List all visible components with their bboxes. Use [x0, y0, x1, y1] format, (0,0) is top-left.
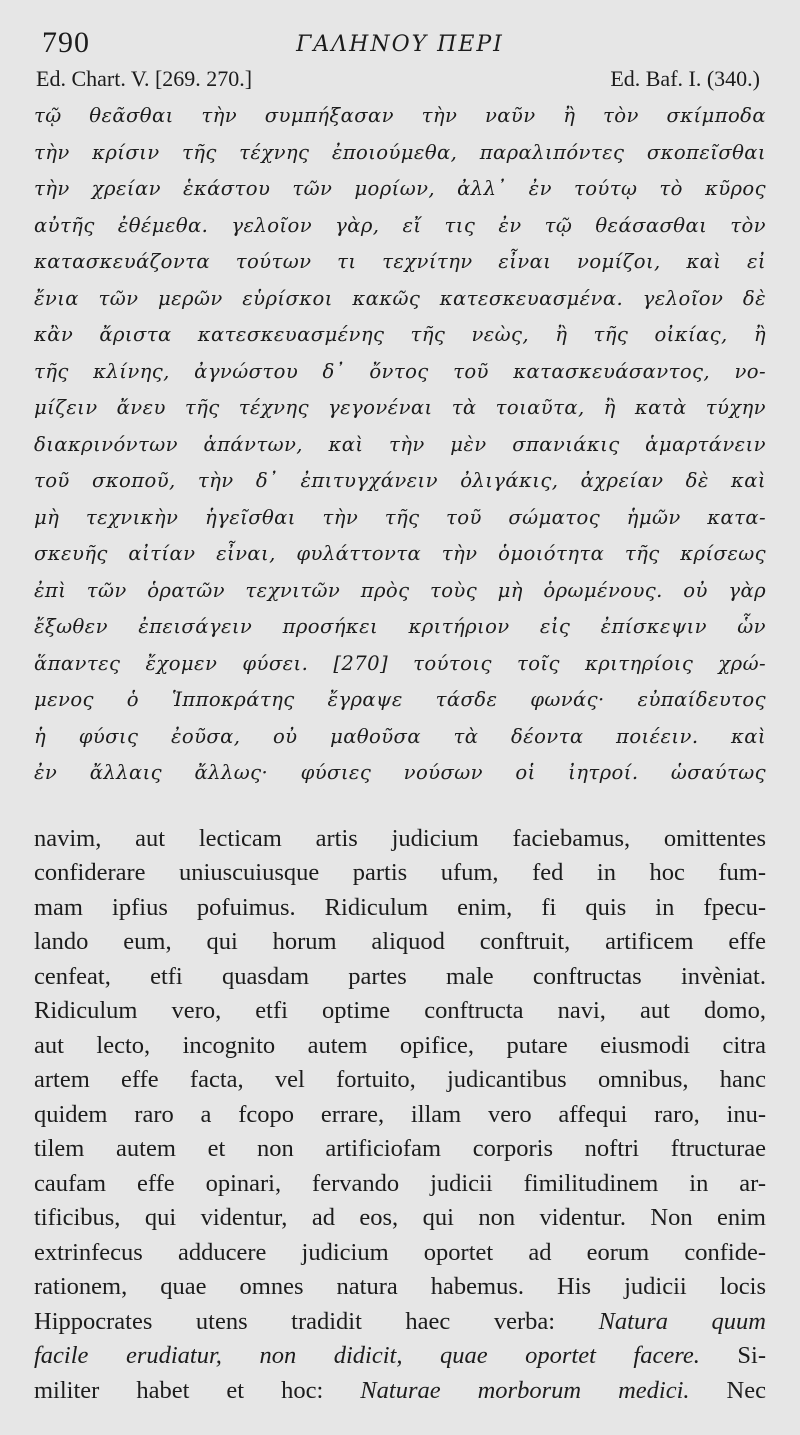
- edition-references: [34, 66, 766, 96]
- latin-text-segment: tificibus, qui videntur, ad eos, qui non videntur. Non enim: [34, 1204, 766, 1231]
- latin-text-line: [34, 1305, 766, 1340]
- latin-text-line: [34, 891, 766, 926]
- latin-italic-quote: facile erudiatur, non didicit, quae oportet facere.: [34, 1342, 700, 1369]
- greek-text-line: ἅπαντες ἔχομεν φύσει. [270] τούτοις τοῖς κριτηρίοις χρώ-: [34, 651, 766, 675]
- latin-text-line: [34, 822, 766, 857]
- page-header: [34, 22, 766, 62]
- greek-text-line: τοῦ σκοποῦ, τὴν δ᾽ ἐπιτυγχάνειν ὀλιγάκις, ἀχρείαν δὲ καὶ: [34, 469, 766, 492]
- latin-text-line: [34, 1029, 766, 1064]
- greek-text-line: κατασκευάζοντα τούτων τι τεχνίτην εἶναι νομίζοι, καὶ εἰ: [34, 250, 766, 273]
- latin-text-segment: aut lecto, incognito autem opifice, putare eiusmodi citra: [34, 1031, 766, 1059]
- page-number: 790: [42, 26, 90, 59]
- greek-text-line: τῆς κλίνης, ἀγνώστου δ᾽ ὄντος τοῦ κατασκευάσαντος, νο-: [34, 359, 766, 383]
- greek-text-line: μίζειν ἄνευ τῆς τέχνης γεγονέναι τὰ τοιαῦτα, ἢ κατὰ τύχην: [34, 396, 766, 419]
- greek-text-line: ἔξωθεν ἐπεισάγειν προσήκει κριτήριον εἰς ἐπίσκεψιν ὧν: [34, 615, 766, 638]
- latin-text-segment: Si-: [737, 1342, 766, 1369]
- greek-text-line: ἔνια τῶν μερῶν εὑρίσκοι κακῶς κατεσκευασμένα. γελοῖον δὲ: [34, 286, 766, 310]
- latin-text-line: [34, 994, 766, 1029]
- latin-text-segment: lando eum, qui horum aliquod conftruit, artificem effe: [34, 928, 766, 955]
- greek-text-line: σκευῆς αἰτίαν εἶναι, φυλάττοντα τὴν ὁμοιότητα τῆς κρίσεως: [34, 542, 766, 565]
- running-title: ΓΑΛΗΝΟΥ ΠΕΡΙ: [296, 32, 504, 57]
- latin-text-segment: Ridiculum vero, etfi optime conftructa navi, aut domo,: [34, 997, 766, 1024]
- latin-text-line: [34, 960, 766, 995]
- edition-basel: Ed. Baf. I. (340.): [610, 66, 760, 91]
- greek-text-block: [34, 98, 766, 792]
- latin-text-line: [34, 1339, 766, 1374]
- latin-text-segment: cenfeat, etfi quasdam partes male conftructas invèniat.: [34, 962, 766, 990]
- latin-text-segment: rationem, quae omnes natura habemus. His judicii locis: [34, 1273, 766, 1300]
- latin-text-segment: Nec: [726, 1376, 766, 1404]
- greek-text-line: μὴ τεχνικὴν ἡγεῖσθαι τὴν τῆς τοῦ σώματος ἡμῶν κατα-: [34, 505, 766, 529]
- latin-text-line: [34, 856, 766, 891]
- greek-text-line: ἡ φύσις ἐοῦσα, οὐ μαθοῦσα τὰ δέοντα ποιέειν. καὶ: [34, 724, 766, 748]
- edition-chartier: Ed. Chart. V. [269. 270.]: [36, 66, 253, 91]
- latin-text-line: [34, 1374, 766, 1409]
- latin-text-segment: extrinfecus adducere judicium oportet ad eorum confide-: [34, 1238, 766, 1266]
- greek-text-line: τῷ θεᾶσθαι τὴν συμπήξασαν τὴν ναῦν ἢ τὸν σκίμποδα: [34, 104, 766, 127]
- greek-text-line: τὴν χρείαν ἑκάστου τῶν μορίων, ἀλλ᾽ ἐν τούτῳ τὸ κῦρος: [34, 177, 766, 200]
- latin-italic-quote: Natura quum: [598, 1307, 766, 1335]
- greek-text-line: αὐτῆς ἐθέμεθα. γελοῖον γὰρ, εἴ τις ἐν τῷ θεάσασθαι τὸν: [34, 213, 766, 237]
- greek-text-line: ἐπὶ τῶν ὁρατῶν τεχνιτῶν πρὸς τοὺς μὴ ὁρωμένους. οὐ γὰρ: [34, 578, 766, 602]
- latin-text-segment: artem effe facta, vel fortuito, judicantibus omnibus, hanc: [34, 1066, 766, 1093]
- latin-text-segment: confiderare uniuscuiusque partis ufum, fed in hoc fum-: [34, 859, 766, 886]
- latin-text-segment: Hippocrates utens tradidit haec verba:: [34, 1307, 556, 1335]
- latin-text-segment: tilem autem et non artificiofam corporis noftri ftructurae: [34, 1135, 766, 1162]
- latin-italic-quote: Naturae morborum medici.: [360, 1376, 690, 1404]
- latin-text-segment: mam ipfius pofuimus. Ridiculum enim, fi quis in fpecu-: [34, 893, 766, 921]
- latin-text-line: [34, 1167, 766, 1202]
- greek-text-line: κἂν ἄριστα κατεσκευασμένης τῆς νεὼς, ἢ τῆς οἰκίας, ἢ: [34, 323, 766, 346]
- latin-text-block: [34, 822, 766, 1409]
- latin-text-line: [34, 1201, 766, 1236]
- greek-text-line: τὴν κρίσιν τῆς τέχνης ἐποιούμεθα, παραλιπόντες σκοπεῖσθαι: [34, 140, 766, 164]
- greek-text-line: ἐν ἄλλαις ἄλλως· φύσιες νούσων οἱ ἰητροί. ὡσαύτως: [34, 761, 766, 784]
- latin-text-segment: militer habet et hoc:: [34, 1376, 324, 1404]
- latin-text-line: [34, 1270, 766, 1305]
- greek-text-line: μενος ὁ Ἱπποκράτης ἔγραψε τάσδε φωνάς· εὐπαίδευτος: [34, 688, 766, 711]
- latin-text-line: [34, 925, 766, 960]
- latin-text-line: [34, 1063, 766, 1098]
- latin-text-line: [34, 1132, 766, 1167]
- latin-text-segment: caufam effe opinari, fervando judicii fimilitudinem in ar-: [34, 1169, 766, 1197]
- latin-text-line: [34, 1098, 766, 1133]
- latin-text-segment: navim, aut lecticam artis judicium faciebamus, omittentes: [34, 824, 766, 852]
- latin-text-line: [34, 1236, 766, 1271]
- greek-text-line: διακρινόντων ἁπάντων, καὶ τὴν μὲν σπανιάκις ἁμαρτάνειν: [34, 432, 766, 456]
- latin-text-segment: quidem raro a fcopo errare, illam vero affequi raro, inu-: [34, 1100, 766, 1128]
